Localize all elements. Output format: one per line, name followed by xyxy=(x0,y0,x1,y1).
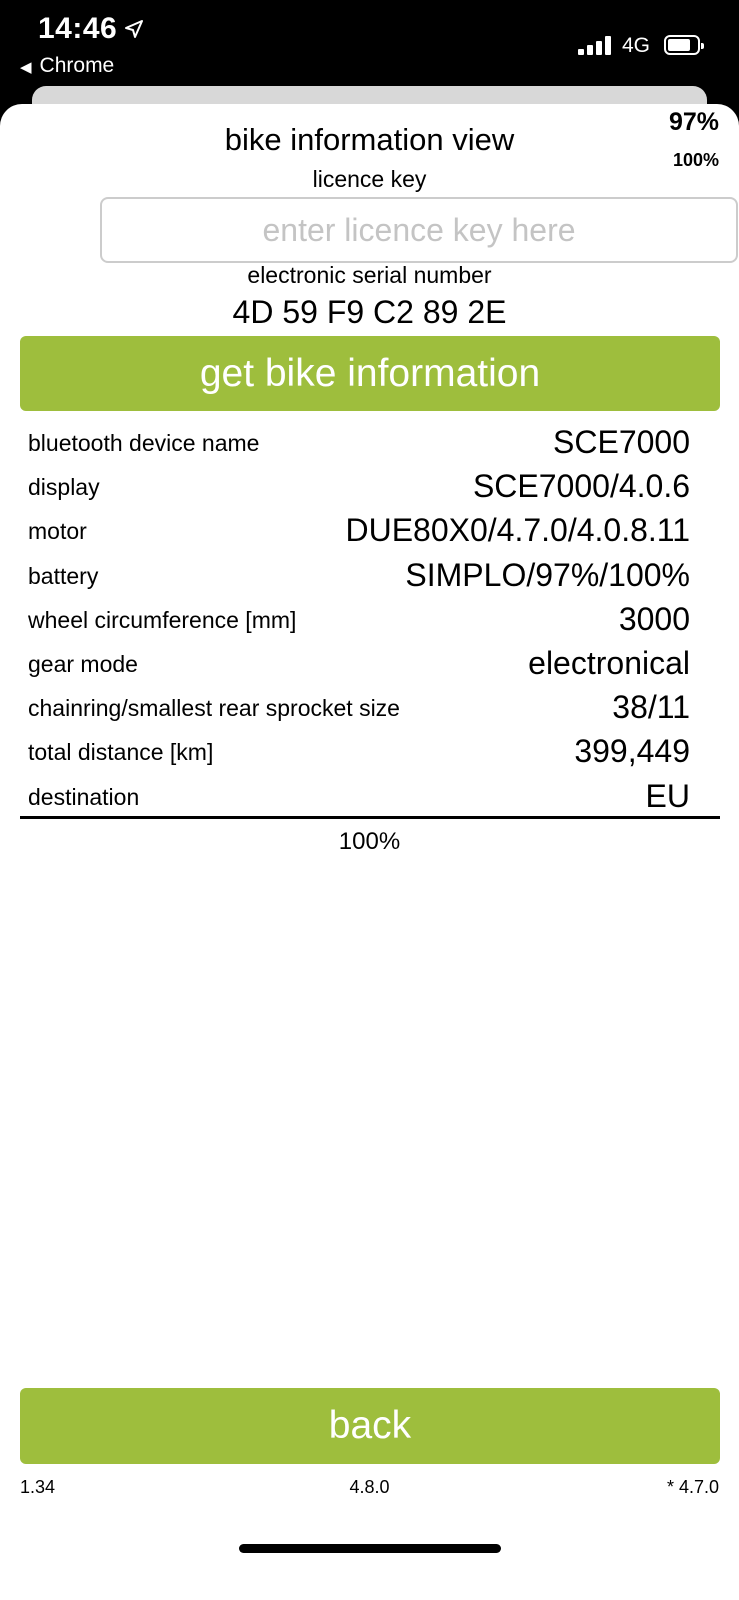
info-row-display xyxy=(28,466,690,510)
bike-information-sheet xyxy=(0,104,739,1600)
network-type: 4G xyxy=(622,34,651,57)
back-app-label: Chrome xyxy=(39,54,115,77)
back-button[interactable]: back xyxy=(20,1388,720,1464)
info-row-destination xyxy=(28,776,690,820)
info-key: destination xyxy=(28,783,140,810)
info-value: 38/11 xyxy=(612,689,690,726)
info-value: SCE7000 xyxy=(553,424,690,460)
info-key: battery xyxy=(28,562,99,589)
status-bar xyxy=(0,0,739,100)
info-row-bluetooth-device-name xyxy=(28,422,690,466)
info-value: SCE7000/4.0.6 xyxy=(472,468,690,505)
info-value: DUE80X0/4.7.0/4.0.8.11 xyxy=(345,512,690,549)
serial-number-value: 4D 59 F9 C2 89 2E xyxy=(232,294,507,330)
bike-info-list xyxy=(28,422,690,820)
info-row-total-distance xyxy=(28,731,690,775)
info-value: electronical xyxy=(528,644,690,681)
footer-motor-version: * 4.7.0 xyxy=(666,1477,719,1497)
info-key: display xyxy=(28,474,100,501)
battery-percent-secondary: 100% xyxy=(672,150,719,170)
licence-key-label: licence key xyxy=(312,166,427,192)
get-bike-information-button[interactable]: get bike information xyxy=(20,336,720,411)
footer-display-version: 4.8.0 xyxy=(349,1477,390,1497)
signal-bars-icon xyxy=(578,35,616,55)
home-indicator[interactable] xyxy=(239,1544,501,1553)
battery-icon xyxy=(664,35,700,55)
info-value: SIMPLO/97%/100% xyxy=(405,556,690,593)
info-key: motor xyxy=(28,518,87,545)
location-arrow-icon xyxy=(124,19,144,39)
back-to-app-link[interactable] xyxy=(20,54,114,78)
info-key: bluetooth device name xyxy=(28,430,260,456)
divider xyxy=(20,816,720,819)
info-key: chainring/smallest rear sprocket size xyxy=(28,695,400,722)
info-row-motor xyxy=(28,510,690,554)
info-row-wheel-circumference xyxy=(28,599,690,643)
footer-app-version: 1.34 xyxy=(20,1477,56,1497)
battery-percent-primary: 97% xyxy=(668,108,719,136)
status-time: 14:46 xyxy=(38,12,118,45)
progress-percent: 100% xyxy=(338,828,401,855)
info-row-chainring-sprocket xyxy=(28,687,690,731)
licence-key-input[interactable] xyxy=(100,197,738,263)
info-value: EU xyxy=(645,777,690,814)
info-value: 3000 xyxy=(618,600,690,637)
info-key: total distance [km] xyxy=(28,739,214,766)
info-row-battery xyxy=(28,555,690,599)
back-triangle-icon: ◀ xyxy=(20,59,32,76)
serial-number-label: electronic serial number xyxy=(247,262,492,288)
info-row-gear-mode xyxy=(28,643,690,687)
info-key: wheel circumference [mm] xyxy=(28,606,297,633)
info-key: gear mode xyxy=(28,650,138,677)
info-value: 399,449 xyxy=(574,733,690,770)
page-title: bike information view xyxy=(224,122,515,157)
